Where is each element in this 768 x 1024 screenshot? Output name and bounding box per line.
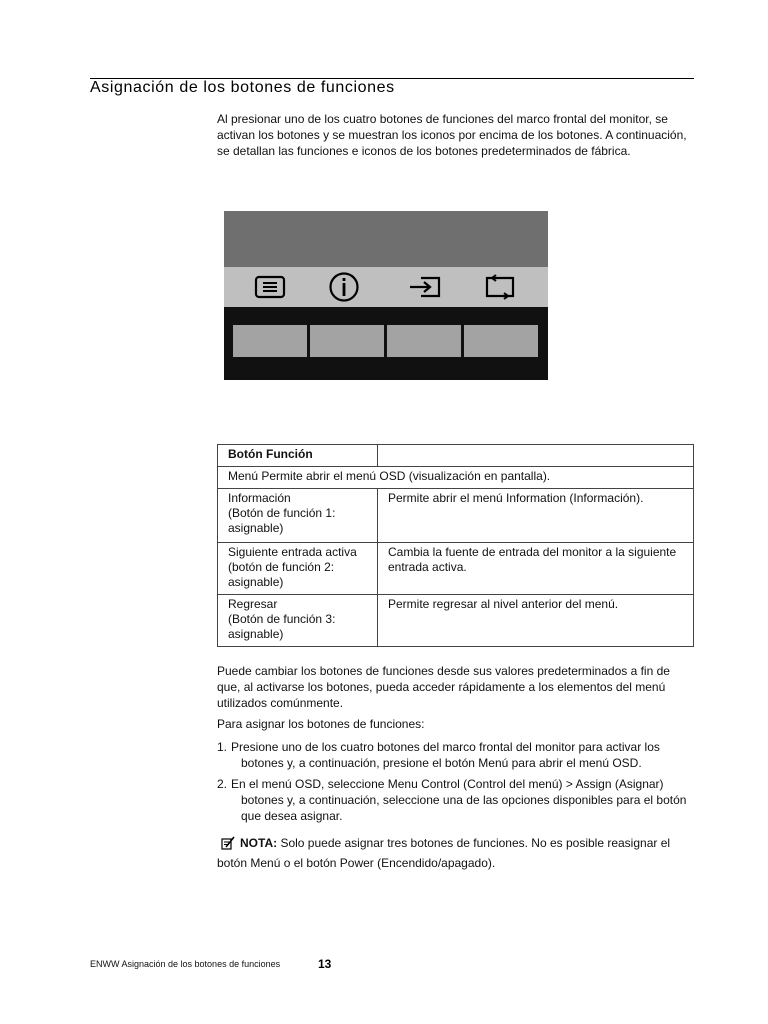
function-cell: Permite regresar al nivel anterior del menú. [378, 595, 694, 647]
table-row [218, 595, 694, 647]
note-icon [221, 836, 235, 855]
button-detail: (Botón de función 1: [228, 506, 336, 520]
table-header-empty [378, 445, 694, 467]
step-number: 1. [217, 740, 228, 754]
section-heading: Asignación de los botones de funciones [90, 79, 395, 96]
button-cell [218, 543, 378, 595]
note-label: NOTA: [240, 836, 278, 850]
button-name: Información [228, 491, 291, 505]
button-detail: asignable) [228, 521, 284, 535]
function-cell: Cambia la fuente de entrada del monitor a la siguiente entrada activa. [378, 543, 694, 595]
customize-paragraph: Puede cambiar los botones de funciones desde sus valores predeterminados a fin de que, al activarse los botones, pueda acceder rápidamente a los elementos del menú utilizados comúnmente. [217, 664, 670, 710]
button-cell [218, 595, 378, 647]
monitor-bezel-illustration [224, 211, 548, 380]
monitor-screen [224, 211, 548, 267]
table-row [218, 489, 694, 543]
step-text-line2: botones y, a continuación, seleccione una de las opciones disponibles para el botón que desea asignar. [241, 793, 687, 823]
page-number: 13 [318, 957, 332, 971]
table-row-menu [218, 467, 694, 489]
step-1 [217, 739, 695, 771]
button-name: Regresar [228, 597, 278, 611]
button-detail: asignable) [228, 627, 284, 641]
return-icon [482, 271, 518, 303]
button-cell [218, 489, 378, 543]
function-cell: Permite abrir el menú Information (Información). [378, 489, 694, 543]
function-icon-bar [224, 267, 548, 307]
button-detail: (botón de función 2: [228, 560, 335, 574]
function-button-3 [387, 325, 461, 357]
menu-row-text: Menú Permite abrir el menú OSD (visualización en pantalla). [218, 467, 694, 489]
function-button-4 [464, 325, 538, 357]
footer-text: ENWW Asignación de los botones de funciones [90, 959, 281, 969]
table-header-row [218, 445, 694, 467]
assign-intro-paragraph: Para asignar los botones de funciones: [217, 717, 425, 731]
step-text-line1: En el menú OSD, seleccione Menu Control (Control del menú) > Assign (Asignar) [231, 777, 664, 791]
menu-icon [252, 271, 288, 303]
info-icon [326, 271, 362, 303]
intro-paragraph: Al presionar uno de los cuatro botones de funciones del marco frontal del monitor, se activan los botones y se muestran los iconos por encima de los botones. A continuación, se detallan las funciones e iconos de los botones predeterminados de fábrica. [217, 112, 687, 158]
step-number: 2. [217, 777, 228, 791]
next-input-icon [407, 271, 443, 303]
step-2 [217, 776, 695, 824]
note-text: Solo puede asignar tres botones de funciones. No es posible reasignar el botón Menú o el botón Power (Encendido/apagado). [217, 836, 671, 870]
step-text-line1: Presione uno de los cuatro botones del marco frontal del monitor para activar los [231, 740, 660, 754]
table-header-cell: Botón Función [218, 445, 378, 467]
function-table [217, 444, 694, 647]
function-button-2 [310, 325, 384, 357]
step-text-line2: botones y, a continuación, presione el botón Menú para abrir el menú OSD. [241, 756, 642, 770]
function-button-1 [233, 325, 307, 357]
table-row [218, 543, 694, 595]
button-detail: asignable) [228, 575, 284, 589]
button-name: Siguiente entrada activa [228, 545, 357, 559]
note-block [217, 835, 695, 872]
button-detail: (Botón de función 3: [228, 612, 336, 626]
